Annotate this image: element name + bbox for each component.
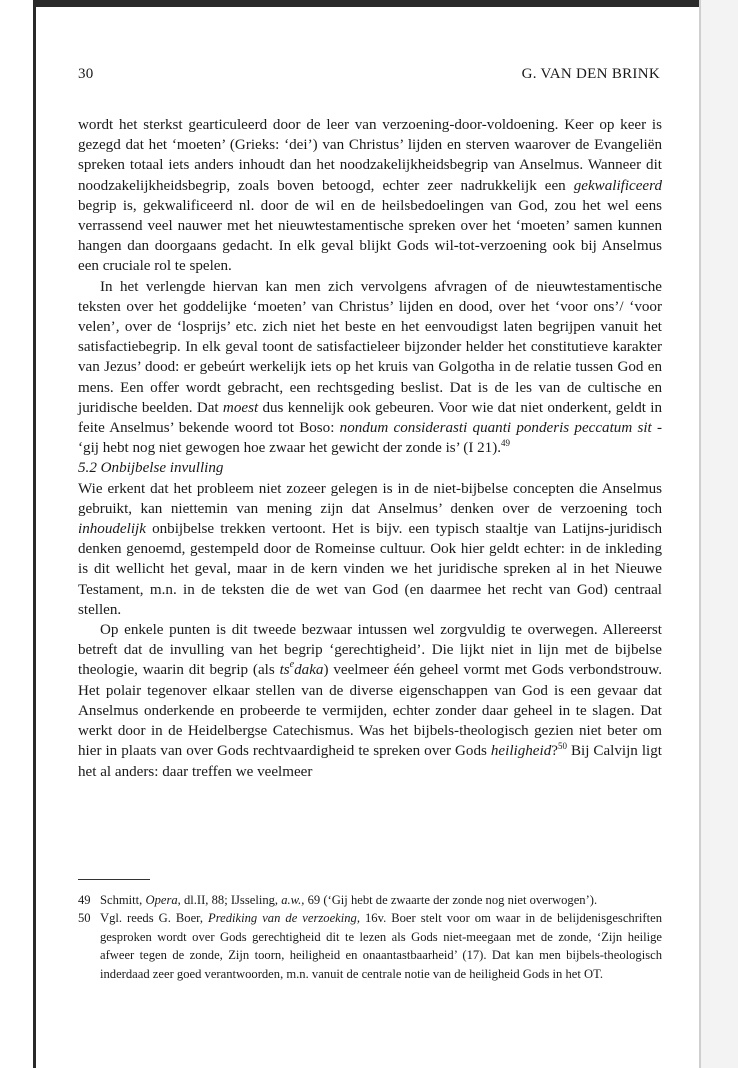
hebrew-term-superscript: e: [289, 659, 295, 671]
emphasis: a.w.: [281, 893, 302, 907]
emphasis: heiligheid: [490, 743, 552, 760]
emphasis: gekwalificeerd: [573, 177, 662, 194]
footnote-text: [100, 909, 662, 983]
text-run: begrip is, gekwalificeerd nl. door de wil en de heilsbedoelingen van God, zou het wel eens verrassend veel nauwer met het nieuwtestamentische spreken over het ‘moeten’ samen kunnen hangen dan doorgaans gedacht. In elk geval blijkt Gods wil-tot-verzoening ook bij Anselmus een cruciale rol te spelen.: [78, 197, 662, 275]
text-run: Schmitt,: [100, 893, 146, 907]
footnote-50: [78, 909, 662, 983]
footnote-ref-50[interactable]: 50: [557, 741, 567, 752]
body-text: [78, 115, 662, 782]
emphasis: Prediking van de verzoeking,: [208, 911, 360, 926]
footnote-number: 50: [78, 911, 91, 926]
text-run: , dl.II, 88; IJsseling,: [177, 893, 282, 907]
paragraph-1: [78, 115, 662, 277]
text-run: , 69 (‘Gij hebt de zwaarte der zonde nog niet overwogen’).: [301, 893, 598, 907]
latin-quote: nondum considerasti quanti ponderis peccatum sit: [339, 420, 652, 437]
text-run: Vgl. reeds G. Boer,: [100, 911, 209, 926]
scan-left-edge: [33, 0, 36, 1068]
text-run: Op enkele punten is dit tweede bezwaar intussen wel zorgvuldig te overwegen. Allereerst betreft dat de invulling van het begrip ‘gerechtigheid’. Die lijkt niet in lijn met de bijbelse theologie, waarin dit begrip (als: [78, 622, 662, 679]
page-header: [78, 66, 660, 86]
footnotes: [78, 891, 662, 983]
running-head: G. VAN DEN BRINK: [521, 66, 660, 82]
text-run: onbijbelse trekken vertoont. Het is bijv. een typisch staaltje van Latijns-juridisch denken genoemd, gestempeld door de Romeinse cultuur. Ook hier geldt echter: in de inkleding is dit wellicht het geval, maar in de kern vinden we het juridische spreken al in het Nieuwe Testament, m.n. in de teksten die de wet van God (en daarmee het recht van God) centraal stellen.: [78, 521, 662, 618]
text-run: Bij Calvijn ligt het al anders: daar treffen we veelmeer: [78, 743, 662, 780]
paragraph-2: [78, 277, 662, 459]
section-heading: 5.2 Onbijbelse invulling: [78, 460, 224, 477]
page-number: 30: [78, 66, 94, 82]
scan-top-edge: [36, 0, 700, 7]
emphasis: inhoudelijk: [78, 521, 146, 538]
paragraph-4: [78, 620, 662, 782]
scan-right-margin: [701, 0, 738, 1068]
footnote-divider: [78, 879, 150, 880]
text-run: 16v. Boer stelt voor om waar in de belijdenisgeschriften gesproken wordt over Gods gerechtigheid dit te lezen als Gods niet-meegaan met de zonde, ‘Zijn heilige afweer tegen de zonde, Zijn toorn, heiligheid en onaantastbaarheid’ (17). Dat kan men bijbels-theologisch inderdaad zeer goed verantwoorden, m.n. vanuit de centrale notie van de heiligheid Gods in het OT.: [100, 911, 662, 981]
footnote-number: 49: [78, 893, 91, 907]
emphasis: Opera: [145, 893, 178, 907]
text-run: dus kennelijk ook gebeuren. Voor wie dat niet onderkent, geldt in feite Anselmus’ bekende woord tot Boso:: [78, 399, 662, 437]
text-run: - ‘gij hebt nog niet gewogen hoe zwaar het gewicht der zonde is’ (I 21).: [78, 420, 662, 457]
hebrew-term-part: ts: [279, 662, 290, 679]
hebrew-term: [279, 659, 324, 679]
hebrew-term-part: daka: [294, 662, 324, 679]
footnote-ref-49[interactable]: 49: [501, 438, 511, 449]
text-run: Wie erkent dat het probleem niet zozeer gelegen is in de niet-bijbelse concepten die Anselmus gebruikt, kan niettemin van mening zijn dat Anselmus’ denken over de verzoening toch: [78, 480, 662, 517]
text-run: ) veelmeer één geheel vormt met Gods verbondstrouw. Het polair tegenover elkaar stellen van de diverse eigenschappen van God is een gevaar dat Anselmus onderkende en probeerde te vermijden, echter zonder daar geheel in te slagen. Dat werkt door in de Heidelbergse Catechismus. Was het bijbels-theologisch gezien niet beter om hier in plaats van over Gods rechtvaardigheid te spreken over Gods: [78, 662, 662, 760]
text-run: In het verlengde hiervan kan men zich vervolgens afvragen of de nieuwtestamentische teksten over het goddelijke ‘moeten’ van Christus’ lijden en dood, over het ‘voor ons’/ ‘voor velen’, over de ‘losprijs’ etc. zich niet het beste en het eenvoudigst laten begrijpen vanuit het satisfactiebegrip. In elk geval toont de satisfactieleer bijzonder helder het constitutieve karakter van Jezus’ dood: er gebeúrt werkelijk iets op het kruis van Golgotha in de relatie tussen God en mens. Een offer wordt gebracht, een rechtsgeding beslist. Dat is de les van de cultische en juridische beelden. Dat: [78, 278, 662, 416]
text-run: wordt het sterkst gearticuleerd door de leer van verzoening-door-voldoening. Keer op keer is gezegd dat het ‘moeten’ (Grieks: ‘dei’) van Christus’ lijden en sterven waarover de Evangeliën spreken totaal iets anders inhoudt dan het noodzakelijkheidsbegrip van Anselmus. Wanneer dit noodzakelijkheidsbegrip, zoals boven betoogd, echter zeer nadrukkelijk een: [78, 117, 662, 194]
footnote-49: [78, 891, 662, 909]
text-run: ?: [551, 743, 558, 760]
emphasis: moest: [222, 399, 259, 416]
footnote-text: [100, 891, 662, 909]
paragraph-3: [78, 479, 662, 620]
